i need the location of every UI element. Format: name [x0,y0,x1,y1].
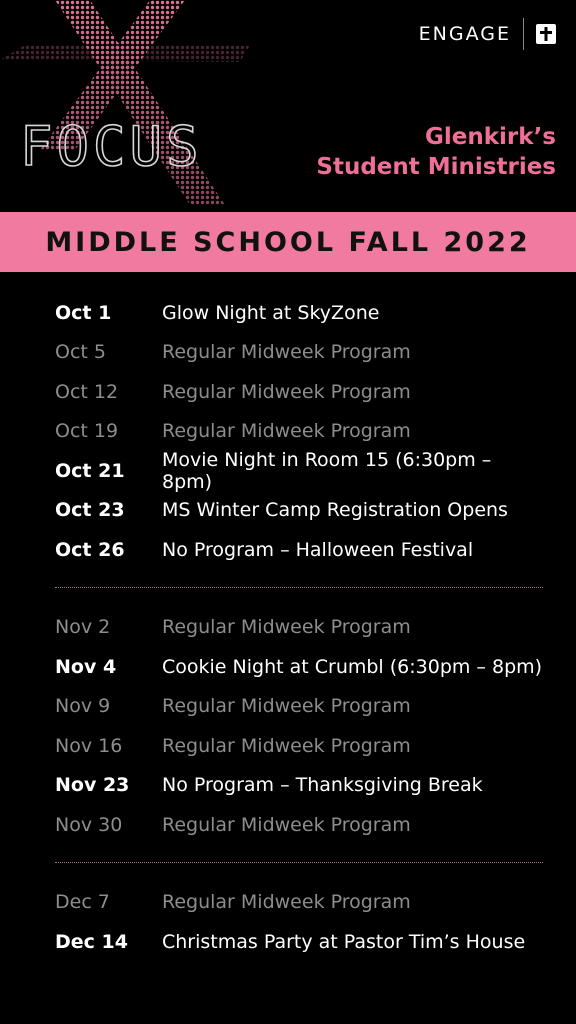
header-logos [419,18,556,50]
event-name: Regular Midweek Program [162,891,411,914]
schedule-row [55,372,543,412]
event-schedule [55,293,543,962]
schedule-row [55,883,543,923]
banner-title: MIDDLE SCHOOL FALL 2022 [45,226,531,258]
season-banner [0,212,576,272]
event-date: Nov 23 [55,774,130,797]
event-date: Dec 14 [55,930,128,953]
event-date: Oct 19 [55,420,119,443]
event-name: No Program – Thanksgiving Break [162,774,483,797]
event-date: Oct 1 [55,301,112,324]
event-date: Oct 12 [55,380,119,403]
november-group [55,608,543,845]
event-date: Nov 30 [55,813,123,836]
event-name: Regular Midweek Program [162,420,411,443]
schedule-row [55,805,543,845]
schedule-row [55,412,543,452]
schedule-row [55,491,543,531]
logo-divider [523,18,524,50]
schedule-row [55,687,543,727]
december-group [55,883,543,962]
event-date: Oct 26 [55,538,125,561]
event-name: Christmas Party at Pastor Tim’s House [162,930,526,953]
event-name: Regular Midweek Program [162,341,411,364]
event-name: No Program – Halloween Festival [162,538,474,561]
schedule-row [55,293,543,333]
event-date: Nov 4 [55,655,117,678]
event-date: Nov 16 [55,734,123,757]
event-name: Regular Midweek Program [162,380,411,403]
event-name: Regular Midweek Program [162,813,411,836]
event-name: MS Winter Camp Registration Opens [162,499,508,522]
schedule-row [55,448,543,493]
event-date: Nov 2 [55,616,111,639]
engage-logo: ENGAGE [418,23,511,45]
schedule-row [55,726,543,766]
event-date: Oct 23 [55,499,125,522]
ministry-subtitle [316,122,556,182]
focus-logo: FOCUS [20,115,203,178]
schedule-row [55,647,543,687]
schedule-row [55,530,543,570]
event-date: Oct 21 [55,459,125,482]
schedule-row [55,766,543,806]
halftone-cross-graphic [0,0,260,215]
event-name: Glow Night at SkyZone [162,301,380,324]
event-date: Dec 7 [55,891,110,914]
subtitle-line-2: Student Ministries [316,154,556,180]
event-name: Regular Midweek Program [162,734,411,757]
event-date: Nov 9 [55,695,111,718]
church-cross-icon [536,24,556,44]
event-name: Regular Midweek Program [162,695,411,718]
month-divider [55,862,543,863]
october-group [55,293,543,570]
subtitle-line-1: Glenkirk’s [425,124,556,150]
event-name: Regular Midweek Program [162,616,411,639]
month-divider [55,587,543,588]
event-date: Oct 5 [55,341,106,364]
event-name: Movie Night in Room 15 (6:30pm – 8pm) [162,448,492,493]
event-name: Cookie Night at Crumbl (6:30pm – 8pm) [162,655,543,678]
schedule-row [55,608,543,648]
schedule-row [55,922,543,962]
schedule-row [55,333,543,373]
